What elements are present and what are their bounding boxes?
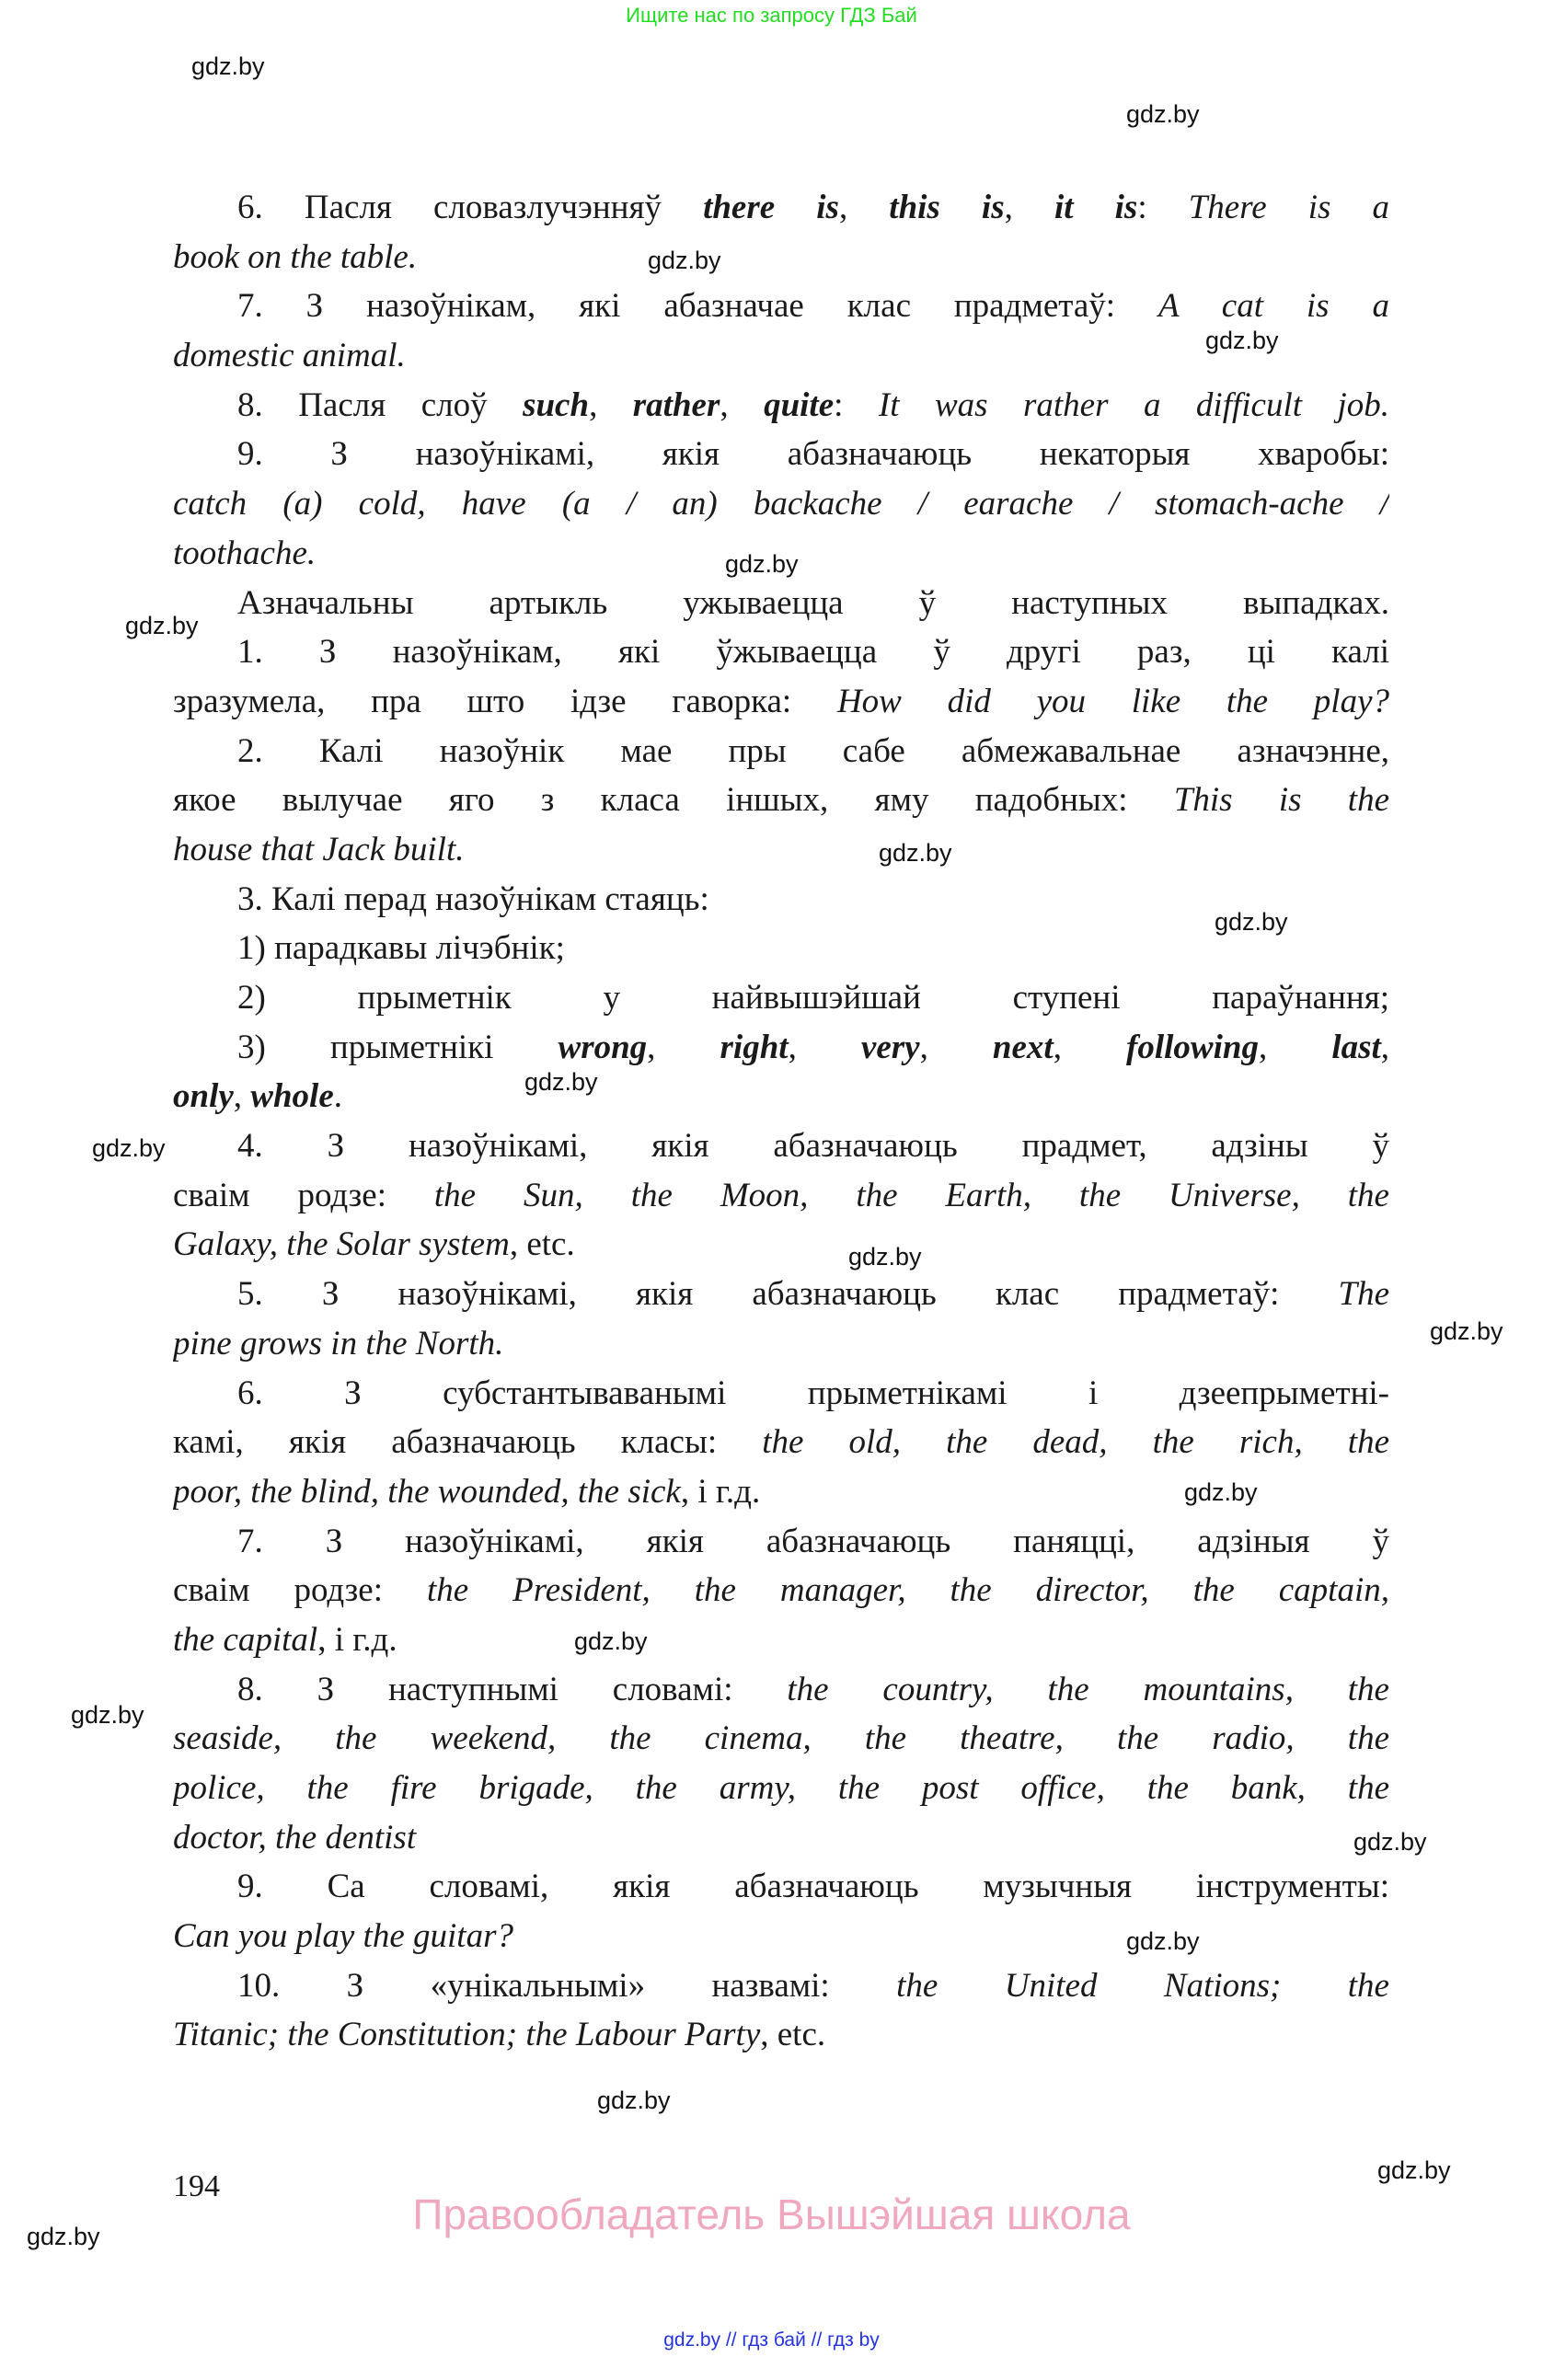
keyword: it is xyxy=(1054,189,1138,226)
example-text: police, the fire brigade, the army, the post office, the bank, the xyxy=(173,1769,1389,1807)
text-segment: 7. З назоўнікам, які абазначае клас прадметаў: xyxy=(237,287,1158,326)
text-segment: якое вылучае яго з класа іншых, яму падобных: xyxy=(173,781,1174,820)
text-line xyxy=(173,1121,1389,1171)
text-segment: 6. З субстантываванымі прыметнікамі і дзеепрыметні- xyxy=(237,1374,1389,1412)
text-line xyxy=(173,183,1389,233)
text-segment: 8. Пасля слоў xyxy=(237,385,524,424)
watermark: gdz.by xyxy=(71,1701,144,1729)
watermark: gdz.by xyxy=(1377,2156,1451,2184)
text-line xyxy=(173,825,1389,875)
text-segment: , xyxy=(838,189,890,226)
keyword: right xyxy=(720,1028,789,1066)
watermark: gdz.by xyxy=(1353,1828,1427,1856)
text-line xyxy=(173,1171,1389,1221)
text-segment: камі, якія абазначаюць класы: xyxy=(173,1423,763,1462)
text-line xyxy=(173,1961,1389,2011)
text-segment: 8. З наступнымі словамі: xyxy=(237,1670,788,1708)
text-line xyxy=(173,529,1389,579)
text-line xyxy=(173,1912,1389,1961)
text-segment: , etc. xyxy=(509,1225,575,1264)
text-line xyxy=(173,331,1389,381)
text-line xyxy=(173,579,1389,628)
text-line xyxy=(173,727,1389,776)
text-line xyxy=(173,430,1389,479)
watermark: gdz.by xyxy=(1126,1927,1200,1955)
text-segment: , і г.д. xyxy=(680,1472,761,1511)
watermark: gdz.by xyxy=(27,2223,100,2250)
text-line xyxy=(173,973,1389,1023)
text-segment: сваім родзе: xyxy=(173,1571,427,1610)
example-text: A cat is a xyxy=(1157,287,1389,326)
text-line xyxy=(173,479,1389,529)
watermark: gdz.by xyxy=(1430,1317,1503,1345)
example-text: Galaxy, the Solar system xyxy=(173,1225,510,1264)
text-line xyxy=(173,1319,1389,1369)
text-line xyxy=(173,381,1389,431)
keyword: next xyxy=(992,1028,1054,1066)
watermark: gdz.by xyxy=(1126,100,1200,128)
watermark: gdz.by xyxy=(1205,327,1279,354)
keyword: there is xyxy=(703,189,839,226)
example-text: domestic animal. xyxy=(173,337,406,375)
text-line xyxy=(173,1517,1389,1567)
example-text: There is a xyxy=(1188,189,1389,226)
text-segment: 9. Са словамі, якія абазначаюць музычныя інструменты: xyxy=(237,1868,1389,1906)
text-segment: , xyxy=(788,1028,861,1066)
example-text: the United Nations; the xyxy=(896,1966,1389,2005)
keyword: quite xyxy=(764,385,835,424)
text-line xyxy=(173,1714,1389,1764)
example-text: the Sun, the Moon, the Earth, the Universe, the xyxy=(433,1176,1389,1214)
page-number: 194 xyxy=(173,2169,220,2203)
text-line xyxy=(173,677,1389,727)
text-line xyxy=(173,627,1389,677)
text-segment: 6. Пасля словазлучэнняў xyxy=(237,189,704,226)
text-line xyxy=(173,1072,1389,1121)
text-segment: , і г.д. xyxy=(317,1620,397,1659)
text-line xyxy=(173,1220,1389,1270)
example-text: It was rather a difficult job. xyxy=(878,385,1389,424)
text-segment: 1. З назоўнікам, які ўжываецца ў другі раз, ці калі xyxy=(237,633,1389,672)
example-text: the country, the mountains, the xyxy=(787,1670,1389,1708)
watermark: gdz.by xyxy=(191,52,265,80)
watermark: gdz.by xyxy=(125,612,199,639)
text-line xyxy=(173,1862,1389,1912)
search-banner[interactable]: Ищите нас по запросу ГДЗ Бай xyxy=(626,4,917,27)
text-segment: , etc. xyxy=(760,2016,826,2054)
text-segment: , xyxy=(233,1077,251,1116)
text-segment: сваім родзе: xyxy=(173,1176,434,1214)
example-text: the capital xyxy=(173,1620,318,1659)
example-text: book on the table. xyxy=(173,237,418,276)
text-line xyxy=(173,2010,1389,2060)
text-line xyxy=(173,1270,1389,1319)
text-segment: , xyxy=(589,385,633,424)
watermark: gdz.by xyxy=(597,2087,671,2114)
example-text: The xyxy=(1338,1275,1389,1314)
text-line xyxy=(173,1813,1389,1863)
footer-links[interactable]: gdz.by // гдз бай // гдз by xyxy=(663,2329,880,2351)
keyword: wrong xyxy=(558,1028,648,1066)
watermark: gdz.by xyxy=(92,1134,166,1162)
text-segment: зразумела, пра што ідзе гаворка: xyxy=(173,682,837,720)
example-text: How did you like the play? xyxy=(836,682,1389,720)
keyword: whole xyxy=(250,1077,334,1116)
watermark: gdz.by xyxy=(879,839,952,867)
example-text: This is the xyxy=(1173,781,1389,820)
text-segment: 2) прыметнік у найвышэйшай ступені параўнання; xyxy=(237,979,1389,1017)
keyword: only xyxy=(173,1077,234,1116)
body-text xyxy=(173,183,1389,2060)
watermark: gdz.by xyxy=(574,1627,648,1655)
text-line xyxy=(173,233,1389,282)
keyword: very xyxy=(860,1028,920,1066)
text-segment: , xyxy=(1053,1028,1127,1066)
text-line xyxy=(173,1023,1389,1073)
text-segment: : xyxy=(1137,189,1189,226)
text-line xyxy=(173,1764,1389,1813)
text-line xyxy=(173,1467,1389,1517)
text-segment: . xyxy=(333,1077,342,1116)
example-text: catch (a) cold, have (a / an) backache / earache / stomach-ache / xyxy=(173,485,1389,523)
text-segment: , xyxy=(1380,1028,1389,1066)
example-text: doctor, the dentist xyxy=(173,1818,417,1857)
text-segment: , xyxy=(720,385,765,424)
watermark: gdz.by xyxy=(848,1243,922,1270)
text-segment: , xyxy=(919,1028,993,1066)
example-text: Can you play the guitar? xyxy=(173,1917,513,1956)
watermark: gdz.by xyxy=(648,247,721,274)
example-text: the old, the dead, the rich, the xyxy=(762,1423,1389,1462)
example-text: house that Jack built. xyxy=(173,830,465,868)
text-segment: 1) парадкавы лічэбнік; xyxy=(237,929,565,968)
watermark: gdz.by xyxy=(1184,1478,1258,1506)
text-line xyxy=(173,282,1389,331)
text-segment: , xyxy=(1258,1028,1332,1066)
watermark: gdz.by xyxy=(725,550,799,578)
text-line xyxy=(173,875,1389,925)
text-segment: , xyxy=(647,1028,720,1066)
text-line xyxy=(173,1615,1389,1665)
text-line xyxy=(173,1665,1389,1715)
text-segment: 3. Калі перад назоўнікам стаяць: xyxy=(237,880,709,918)
copyright-holder: Правообладатель Вышэйшая школа xyxy=(412,2190,1131,2238)
text-segment: , xyxy=(1004,189,1054,226)
example-text: toothache. xyxy=(173,534,317,572)
keyword: rather xyxy=(632,385,720,424)
text-segment: 4. З назоўнікамі, якія абазначаюць прадмет, адзіны ў xyxy=(237,1127,1389,1166)
example-text: seaside, the weekend, the cinema, the theatre, the radio, the xyxy=(173,1719,1389,1758)
example-text: the President, the manager, the director, the captain, xyxy=(426,1571,1389,1610)
text-segment: 9. З назоўнікамі, якія абазначаюць некаторыя хваробы: xyxy=(237,435,1389,474)
example-text: Titanic; the Constitution; the Labour Party xyxy=(173,2016,761,2054)
text-segment: : xyxy=(834,385,879,424)
keyword: such xyxy=(523,385,590,424)
text-line xyxy=(173,1566,1389,1615)
text-segment: 7. З назоўнікамі, якія абазначаюць паняцці, адзіныя ў xyxy=(237,1522,1389,1560)
example-text: poor, the blind, the wounded, the sick xyxy=(173,1472,681,1511)
example-text: pine grows in the North. xyxy=(173,1324,504,1362)
keyword: last xyxy=(1331,1028,1381,1066)
text-line xyxy=(173,1369,1389,1419)
text-line xyxy=(173,1418,1389,1467)
watermark: gdz.by xyxy=(524,1068,598,1096)
text-segment: 10. З «унікальнымі» назвамі: xyxy=(237,1966,897,2005)
text-line xyxy=(173,776,1389,825)
keyword: following xyxy=(1126,1028,1259,1066)
keyword: this is xyxy=(889,189,1005,226)
text-segment: 2. Калі назоўнік мае пры сабе абмежавальнае азначэнне, xyxy=(237,731,1389,770)
text-line xyxy=(173,924,1389,973)
watermark: gdz.by xyxy=(1215,908,1288,936)
text-segment: Азначальны артыкль ужываецца ў наступных выпадках. xyxy=(237,583,1389,622)
text-segment: 3) прыметнікі xyxy=(237,1028,558,1066)
text-segment: 5. З назоўнікамі, якія абазначаюць клас прадметаў: xyxy=(237,1275,1339,1314)
